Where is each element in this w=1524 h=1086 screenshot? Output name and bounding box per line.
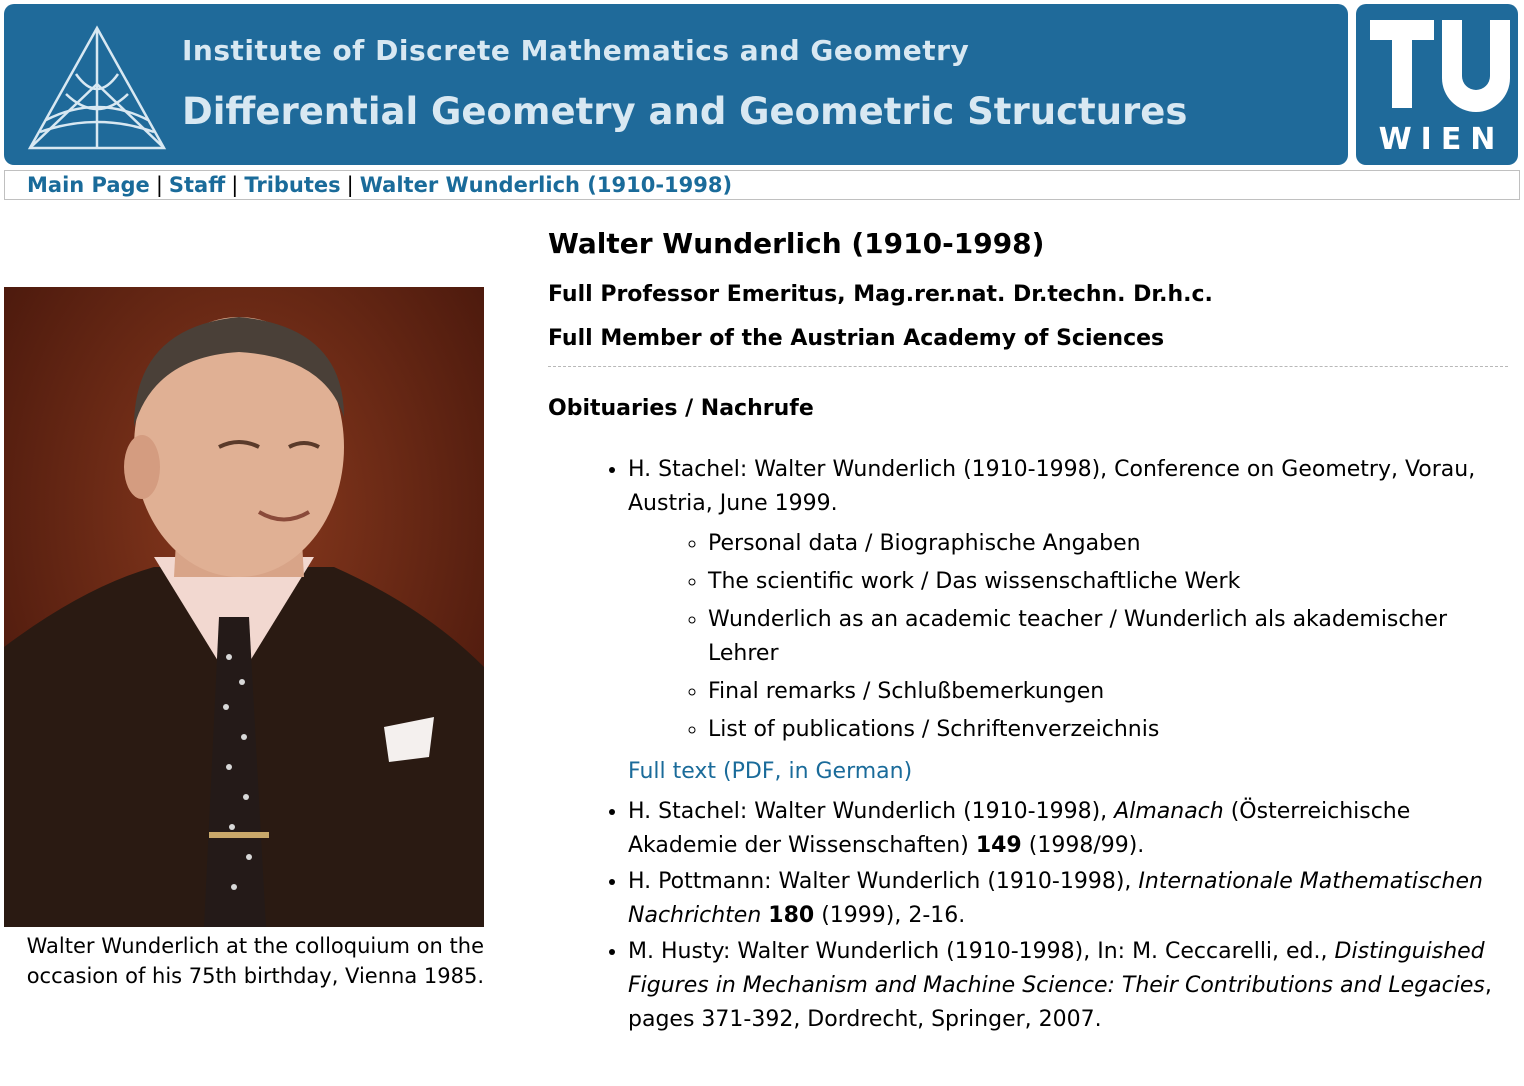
geometry-logo-icon <box>26 24 168 152</box>
sub-item-personal-data: ◦ Personal data / Biographische Angaben <box>708 527 1508 561</box>
sub-item-final-remarks: ◦ Final remarks / Schlußbemerkungen <box>708 675 1508 709</box>
obituaries-list <box>548 453 1508 1037</box>
obituary-text: (Österreichische Akademie der Wissenschaften) <box>628 799 1411 858</box>
academy-membership: Full Member of the Austrian Academy of Sciences <box>548 326 1165 351</box>
list-item <box>628 453 1508 789</box>
obituary-text: H. Pottmann: Walter Wunderlich (1910-1998), <box>628 869 1139 894</box>
volume-number: 149 <box>975 833 1022 858</box>
tu-wien-text: WIEN <box>1378 122 1505 157</box>
obituary-text: (1998/99). <box>1021 833 1145 858</box>
obituary-text: H. Stachel: Walter Wunderlich (1910-1998), Conference on Geometry, Vorau, Austria, June 1999. <box>628 457 1476 516</box>
sub-item-scientific-work: ◦ The scientific work / Das wissenschaftliche Werk <box>708 565 1508 599</box>
nav-staff[interactable]: Staff <box>168 173 226 197</box>
sub-item-publications: ◦ List of publications / Schriftenverzeichnis <box>708 713 1508 747</box>
obituary-text: H. Stachel: Walter Wunderlich (1910-1998), <box>628 799 1115 824</box>
list-item <box>628 865 1508 933</box>
position-title: Full Professor Emeritus, Mag.rer.nat. Dr.techn. Dr.h.c. <box>548 282 1213 307</box>
tu-letters-icon <box>1356 4 1518 124</box>
publication-title: Distinguished Figures in Mechanism and Machine Science: Their Contributions and Legacies <box>628 939 1485 998</box>
portrait-illustration <box>4 287 484 927</box>
nav-walter-wunderlich[interactable]: Walter Wunderlich (1910-1998) <box>359 173 733 197</box>
portrait-photo <box>4 287 484 927</box>
nav-main-page[interactable]: Main Page <box>27 173 150 197</box>
institute-name: Institute of Discrete Mathematics and Geometry <box>182 34 970 67</box>
breadcrumb <box>4 170 1520 200</box>
full-text-pdf-link[interactable]: Full text (PDF, in German) <box>628 759 913 784</box>
page-title: Walter Wunderlich (1910-1998) <box>548 227 1045 260</box>
list-item <box>628 795 1508 863</box>
volume-number: 180 <box>768 903 815 928</box>
nav-separator: | <box>346 173 354 197</box>
nav-tributes[interactable]: Tributes <box>244 173 341 197</box>
publication-title: Internationale Mathematischen Nachrichten <box>628 869 1483 928</box>
nav-separator: | <box>231 173 239 197</box>
obituaries-heading: Obituaries / Nachrufe <box>548 396 814 421</box>
institute-banner <box>4 4 1348 165</box>
tu-wien-logo[interactable] <box>1356 4 1518 165</box>
section-divider <box>548 366 1508 367</box>
obituary-text: M. Husty: Walter Wunderlich (1910-1998), In: M. Ceccarelli, ed., <box>628 939 1335 964</box>
photo-caption: Walter Wunderlich at the colloquium on the occasion of his 75th birthday, Vienna 1985. <box>26 934 484 988</box>
nav-separator: | <box>155 173 163 197</box>
list-item <box>628 935 1508 1037</box>
obituary-sublist <box>628 527 1508 747</box>
sub-item-academic-teacher: ◦ Wunderlich as an academic teacher / Wunderlich als akademischer Lehrer <box>708 603 1508 671</box>
obituary-text: (1999), 2-16. <box>814 903 966 928</box>
group-name: Differential Geometry and Geometric Structures <box>182 90 1188 133</box>
publication-title: Almanach <box>1114 799 1224 824</box>
main-content <box>548 225 1508 1039</box>
obituary-text: , pages 371-392, Dordrecht, Springer, 2007. <box>628 973 1492 1032</box>
